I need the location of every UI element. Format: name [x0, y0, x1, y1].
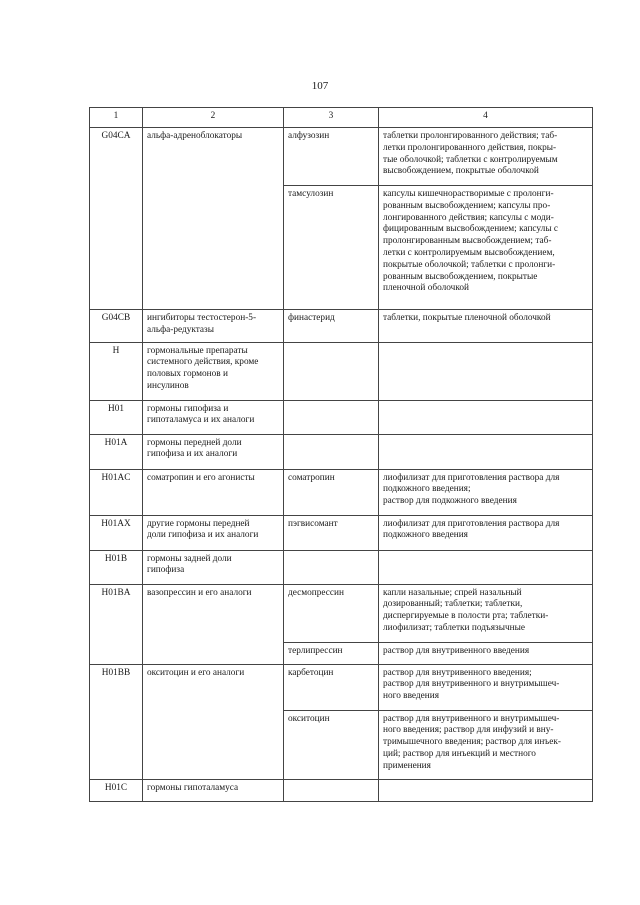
drug-name-cell: соматропин	[284, 469, 379, 515]
dosage-forms-cell: таблетки пролонгированного действия; таб- летки пролонгированного действия, покры- тые оболочкой; таблетки с контролируемым высвобождением, покрытые оболочкой	[379, 128, 593, 186]
header-col-1: 1	[90, 108, 143, 128]
table-row	[90, 342, 593, 400]
drug-name-cell: финастерид	[284, 310, 379, 343]
group-name-cell: гормоны задней доли гипофиза	[143, 550, 284, 584]
group-name-cell: гормональные препараты системного действия, кроме половых гормонов и инсулинов	[143, 342, 284, 400]
group-name-cell: альфа-адреноблокаторы	[143, 128, 284, 310]
table-header-row	[90, 108, 593, 128]
table-row	[90, 128, 593, 186]
dosage-forms-cell: раствор для внутривенного введения	[379, 642, 593, 664]
group-name-cell: ингибиторы тестостерон-5- альфа-редуктазы	[143, 310, 284, 343]
header-col-3: 3	[284, 108, 379, 128]
atc-code-cell: H01A	[90, 434, 143, 469]
table-row	[90, 469, 593, 515]
atc-code-cell: H01	[90, 400, 143, 434]
dosage-forms-cell	[379, 550, 593, 584]
atc-code-cell: H01AX	[90, 515, 143, 550]
drug-name-cell	[284, 550, 379, 584]
group-name-cell: соматропин и его агонисты	[143, 469, 284, 515]
drug-name-cell: алфузозин	[284, 128, 379, 186]
atc-code-cell: H01BA	[90, 584, 143, 664]
drug-name-cell: десмопрессин	[284, 584, 379, 642]
table-row	[90, 664, 593, 710]
atc-code-cell: H01B	[90, 550, 143, 584]
drug-name-cell	[284, 434, 379, 469]
drug-name-cell: карбетоцин	[284, 664, 379, 710]
group-name-cell: окситоцин и его аналоги	[143, 664, 284, 779]
table-row	[90, 515, 593, 550]
dosage-forms-cell	[379, 342, 593, 400]
atc-code-cell: H	[90, 342, 143, 400]
table-row	[90, 434, 593, 469]
drug-name-cell	[284, 400, 379, 434]
atc-code-cell: H01BB	[90, 664, 143, 779]
drug-name-cell: терлипрессин	[284, 642, 379, 664]
header-col-2: 2	[143, 108, 284, 128]
atc-code-cell: H01C	[90, 779, 143, 801]
dosage-forms-cell	[379, 434, 593, 469]
atc-code-cell: H01AC	[90, 469, 143, 515]
atc-code-cell: G04CA	[90, 128, 143, 310]
table-row	[90, 584, 593, 642]
page-number: 107	[311, 80, 329, 92]
table-row	[90, 400, 593, 434]
group-name-cell: гормоны передней доли гипофиза и их аналоги	[143, 434, 284, 469]
dosage-forms-cell: капсулы кишечнорастворимые с пролонги- рованным высвобождением; капсулы про- лонгированного действия; капсулы с моди- фицированным высвобождением; капсулы с пролонгированным высвобождением; таб- летки с контролируемым высвобождением, покрытые оболочкой; таблетки с пролонги- рованным высвобождением, покрытые пленочной оболочкой	[379, 186, 593, 310]
dosage-forms-cell: лиофилизат для приготовления раствора для подкожного введения	[379, 515, 593, 550]
dosage-forms-cell: капли назальные; спрей назальный дозированный; таблетки; таблетки, диспергируемые в полости рта; таблетки- лиофилизат; таблетки подъязычные	[379, 584, 593, 642]
drug-name-cell: окситоцин	[284, 710, 379, 779]
dosage-forms-cell: лиофилизат для приготовления раствора для подкожного введения; раствор для подкожного введения	[379, 469, 593, 515]
group-name-cell: другие гормоны передней доли гипофиза и их аналоги	[143, 515, 284, 550]
drug-name-cell	[284, 779, 379, 801]
drug-name-cell: пэгвисомант	[284, 515, 379, 550]
dosage-forms-cell	[379, 400, 593, 434]
drug-table	[89, 107, 593, 802]
header-col-4: 4	[379, 108, 593, 128]
atc-code-cell: G04CB	[90, 310, 143, 343]
dosage-forms-cell	[379, 779, 593, 801]
dosage-forms-cell: раствор для внутривенного введения; раствор для внутривенного и внутримышеч- ного введения	[379, 664, 593, 710]
group-name-cell: гормоны гипофиза и гипоталамуса и их аналоги	[143, 400, 284, 434]
group-name-cell: вазопрессин и его аналоги	[143, 584, 284, 664]
table-row	[90, 779, 593, 801]
drug-name-cell	[284, 342, 379, 400]
dosage-forms-cell: таблетки, покрытые пленочной оболочкой	[379, 310, 593, 343]
table-row	[90, 310, 593, 343]
table-row	[90, 550, 593, 584]
group-name-cell: гормоны гипоталамуса	[143, 779, 284, 801]
drug-name-cell: тамсулозин	[284, 186, 379, 310]
dosage-forms-cell: раствор для внутривенного и внутримышеч- ного введения; раствор для инфузий и вну- тримышечного введения; раствор для инъек- ций; раствор для инъекций и местного применения	[379, 710, 593, 779]
